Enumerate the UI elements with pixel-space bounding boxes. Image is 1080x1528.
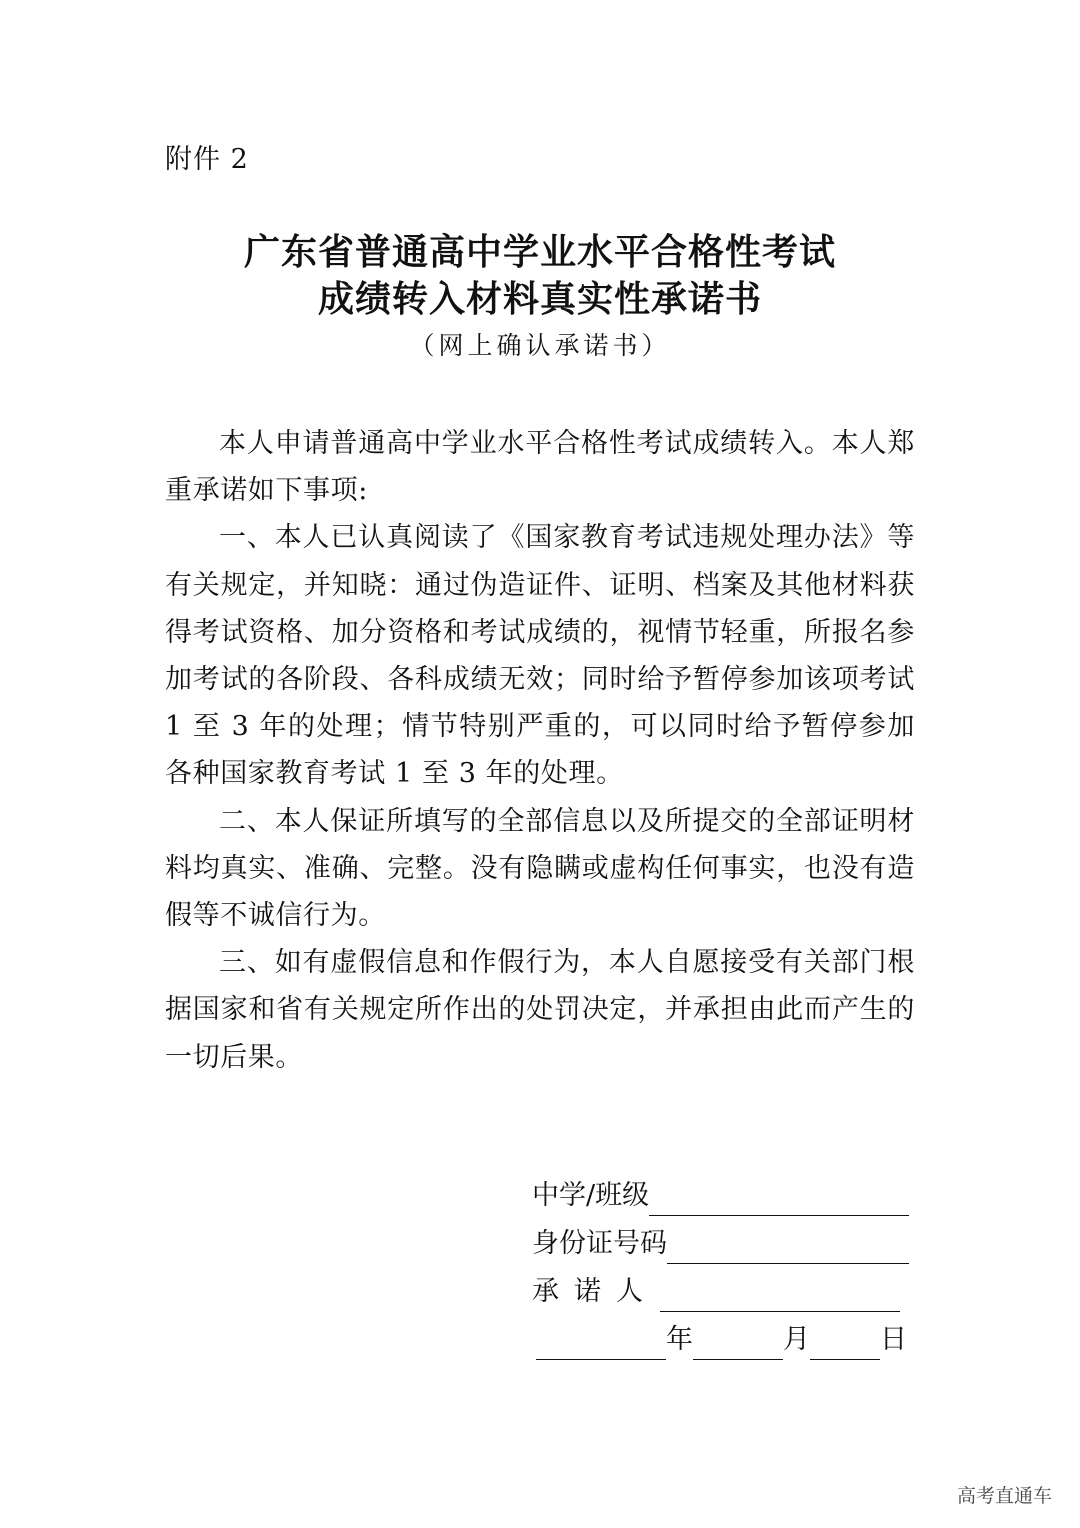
promisor-label: 承诺人 [532,1276,658,1307]
document-title-line-2: 成绩转入材料真实性承诺书 [317,279,762,320]
month-blank[interactable] [693,1327,783,1360]
commitment-item-2: 二、本人保证所填写的全部信息以及所提交的全部证明材料均真实、准确、完整。没有隐瞒或虚构任何事实，也没有造假等不诚信行为。 [165,805,915,932]
intro-paragraph: 本人申请普通高中学业水平合格性考试成绩转入。本人郑重承诺如下事项: [165,428,915,507]
id-number-blank[interactable] [667,1231,909,1264]
commitment-item-1: 一、本人已认真阅读了《国家教育考试违规处理办法》等有关规定，并知晓：通过伪造证件、证明、档案及其他材料获得考试资格、加分资格和考试成绩的，视情节轻重，所报名参加考试的各阶段、各科成绩无效；同时给予暂停参加该项考试 1 至 3 年的处理；情节特别严重的，可以同时给予暂停参加各种国家教育考试 1 至 3 年的处理。 [165,522,915,790]
day-blank[interactable] [810,1327,880,1360]
commitment-body [165,420,915,1081]
watermark-text: 高考直通车 [956,1485,1052,1507]
school-class-blank[interactable] [649,1183,909,1216]
date-row [536,1320,907,1360]
month-label: 月 [783,1324,810,1355]
year-label: 年 [666,1324,693,1355]
id-number-row [532,1224,909,1264]
document-title-line-1: 广东省普通高中学业水平合格性考试 [243,232,836,273]
day-label: 日 [880,1324,907,1355]
promisor-blank[interactable] [660,1279,900,1312]
school-class-row [532,1176,909,1216]
promisor-row [532,1272,900,1312]
document-subtitle: （网上确认承诺书） [409,331,671,360]
commitment-item-3: 三、如有虚假信息和作假行为，本人自愿接受有关部门根据国家和省有关规定所作出的处罚决定，并承担由此而产生的一切后果。 [165,947,915,1073]
attachment-label: 附件 2 [165,144,249,175]
year-blank[interactable] [536,1327,666,1360]
school-class-label: 中学/班级 [532,1180,650,1211]
id-number-label: 身份证号码 [532,1228,667,1259]
